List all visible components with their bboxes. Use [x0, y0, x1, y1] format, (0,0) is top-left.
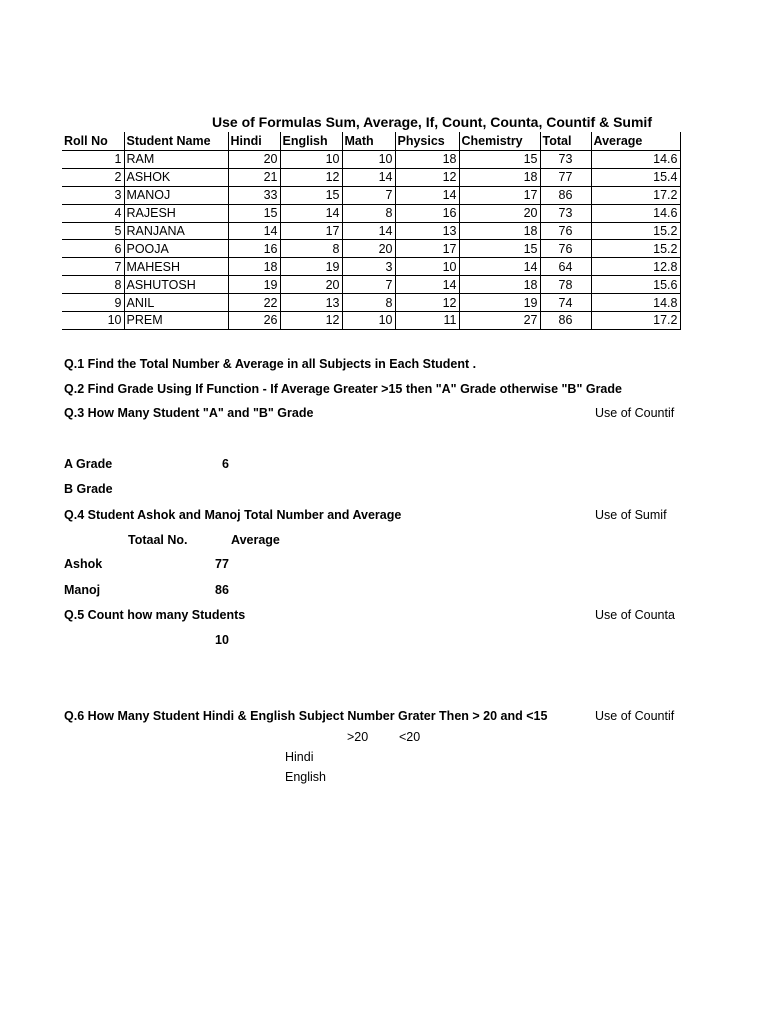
english-cell: 8	[280, 240, 342, 258]
roll-no-cell: 5	[62, 222, 124, 240]
question-3: Q.3 How Many Student "A" and "B" Grade	[64, 406, 314, 420]
student-name-cell: MAHESH	[124, 258, 228, 276]
question-2: Q.2 Find Grade Using If Function - If Average Greater >15 then "A" Grade otherwise "B" Grade	[64, 382, 622, 396]
hindi-cell: 18	[228, 258, 280, 276]
hindi-cell: 15	[228, 204, 280, 222]
roll-no-cell: 8	[62, 276, 124, 294]
chemistry-cell: 15	[459, 151, 540, 169]
hindi-cell: 19	[228, 276, 280, 294]
q5-count-value: 10	[215, 633, 229, 647]
hindi-cell: 33	[228, 186, 280, 204]
student-name-cell: ASHUTOSH	[124, 276, 228, 294]
col-header-total: Total	[540, 132, 591, 151]
hindi-cell: 21	[228, 168, 280, 186]
q4-average-header: Average	[231, 533, 280, 547]
chemistry-cell: 18	[459, 276, 540, 294]
english-cell: 17	[280, 222, 342, 240]
physics-cell: 12	[395, 294, 459, 312]
chemistry-cell: 18	[459, 168, 540, 186]
q6-hindi-row-label: Hindi	[285, 750, 314, 764]
page-title: Use of Formulas Sum, Average, If, Count, Counta, Countif & Sumif	[212, 114, 652, 130]
total-cell: 76	[540, 222, 591, 240]
chemistry-cell: 27	[459, 312, 540, 330]
table-row	[62, 312, 680, 330]
question-4-note: Use of Sumif	[595, 508, 667, 522]
math-cell: 10	[342, 312, 395, 330]
marks-table	[62, 132, 681, 330]
roll-no-cell: 2	[62, 168, 124, 186]
total-cell: 78	[540, 276, 591, 294]
average-cell: 14.6	[591, 151, 680, 169]
q6-lt-header: <20	[399, 730, 421, 744]
average-cell: 15.6	[591, 276, 680, 294]
table-row	[62, 151, 680, 169]
student-name-cell: ANIL	[124, 294, 228, 312]
average-cell: 17.2	[591, 312, 680, 330]
table-row	[62, 186, 680, 204]
total-cell: 73	[540, 204, 591, 222]
col-header-average: Average	[591, 132, 680, 151]
average-cell: 15.4	[591, 168, 680, 186]
total-cell: 86	[540, 186, 591, 204]
table-row	[62, 222, 680, 240]
question-5: Q.5 Count how many Students	[64, 608, 246, 622]
math-cell: 14	[342, 222, 395, 240]
student-name-cell: MANOJ	[124, 186, 228, 204]
total-cell: 73	[540, 151, 591, 169]
a-grade-value: 6	[222, 457, 229, 471]
physics-cell: 14	[395, 276, 459, 294]
table-row	[62, 168, 680, 186]
average-cell: 15.2	[591, 240, 680, 258]
english-cell: 19	[280, 258, 342, 276]
physics-cell: 13	[395, 222, 459, 240]
question-4: Q.4 Student Ashok and Manoj Total Number and Average	[64, 508, 402, 522]
student-name-cell: RAM	[124, 151, 228, 169]
col-header-roll-no: Roll No	[62, 132, 124, 151]
student-name-cell: ASHOK	[124, 168, 228, 186]
hindi-cell: 20	[228, 151, 280, 169]
a-grade-label: A Grade	[64, 457, 113, 471]
english-cell: 12	[280, 312, 342, 330]
average-cell: 15.2	[591, 222, 680, 240]
ashok-total: 77	[215, 557, 229, 571]
math-cell: 3	[342, 258, 395, 276]
math-cell: 7	[342, 276, 395, 294]
chemistry-cell: 14	[459, 258, 540, 276]
physics-cell: 17	[395, 240, 459, 258]
english-cell: 20	[280, 276, 342, 294]
physics-cell: 16	[395, 204, 459, 222]
chemistry-cell: 20	[459, 204, 540, 222]
total-cell: 77	[540, 168, 591, 186]
roll-no-cell: 4	[62, 204, 124, 222]
chemistry-cell: 19	[459, 294, 540, 312]
ashok-label: Ashok	[64, 557, 103, 571]
table-header-row	[62, 132, 680, 151]
chemistry-cell: 18	[459, 222, 540, 240]
physics-cell: 18	[395, 151, 459, 169]
total-cell: 74	[540, 294, 591, 312]
col-header-hindi: Hindi	[228, 132, 280, 151]
english-cell: 10	[280, 151, 342, 169]
chemistry-cell: 17	[459, 186, 540, 204]
total-cell: 64	[540, 258, 591, 276]
total-cell: 76	[540, 240, 591, 258]
table-row	[62, 204, 680, 222]
b-grade-label: B Grade	[64, 482, 113, 496]
question-3-note: Use of Countif	[595, 406, 675, 420]
average-cell: 14.8	[591, 294, 680, 312]
average-cell: 12.8	[591, 258, 680, 276]
hindi-cell: 14	[228, 222, 280, 240]
math-cell: 7	[342, 186, 395, 204]
manoj-label: Manoj	[64, 583, 101, 597]
table-row	[62, 294, 680, 312]
question-6-note: Use of Countif	[595, 709, 675, 723]
roll-no-cell: 3	[62, 186, 124, 204]
english-cell: 15	[280, 186, 342, 204]
student-name-cell: PREM	[124, 312, 228, 330]
roll-no-cell: 10	[62, 312, 124, 330]
math-cell: 8	[342, 294, 395, 312]
manoj-total: 86	[215, 583, 229, 597]
math-cell: 10	[342, 151, 395, 169]
table-body	[62, 151, 680, 330]
col-header-math: Math	[342, 132, 395, 151]
col-header-chemistry: Chemistry	[459, 132, 540, 151]
col-header-english: English	[280, 132, 342, 151]
english-cell: 13	[280, 294, 342, 312]
hindi-cell: 26	[228, 312, 280, 330]
physics-cell: 12	[395, 168, 459, 186]
q6-gt-header: >20	[347, 730, 369, 744]
table-row	[62, 276, 680, 294]
english-cell: 14	[280, 204, 342, 222]
table-row	[62, 240, 680, 258]
math-cell: 14	[342, 168, 395, 186]
col-header-physics: Physics	[395, 132, 459, 151]
hindi-cell: 22	[228, 294, 280, 312]
student-name-cell: RAJESH	[124, 204, 228, 222]
chemistry-cell: 15	[459, 240, 540, 258]
math-cell: 8	[342, 204, 395, 222]
question-6: Q.6 How Many Student Hindi & English Subject Number Grater Then > 20 and <15	[64, 709, 548, 723]
math-cell: 20	[342, 240, 395, 258]
physics-cell: 10	[395, 258, 459, 276]
english-cell: 12	[280, 168, 342, 186]
roll-no-cell: 1	[62, 151, 124, 169]
physics-cell: 11	[395, 312, 459, 330]
student-name-cell: RANJANA	[124, 222, 228, 240]
roll-no-cell: 6	[62, 240, 124, 258]
student-name-cell: POOJA	[124, 240, 228, 258]
average-cell: 17.2	[591, 186, 680, 204]
roll-no-cell: 7	[62, 258, 124, 276]
q6-english-row-label: English	[285, 770, 326, 784]
table-row	[62, 258, 680, 276]
question-5-note: Use of Counta	[595, 608, 675, 622]
total-cell: 86	[540, 312, 591, 330]
physics-cell: 14	[395, 186, 459, 204]
q4-total-header: Totaal No.	[128, 533, 188, 547]
question-1: Q.1 Find the Total Number & Average in all Subjects in Each Student .	[64, 357, 477, 371]
average-cell: 14.6	[591, 204, 680, 222]
hindi-cell: 16	[228, 240, 280, 258]
roll-no-cell: 9	[62, 294, 124, 312]
col-header-student-name: Student Name	[124, 132, 228, 151]
